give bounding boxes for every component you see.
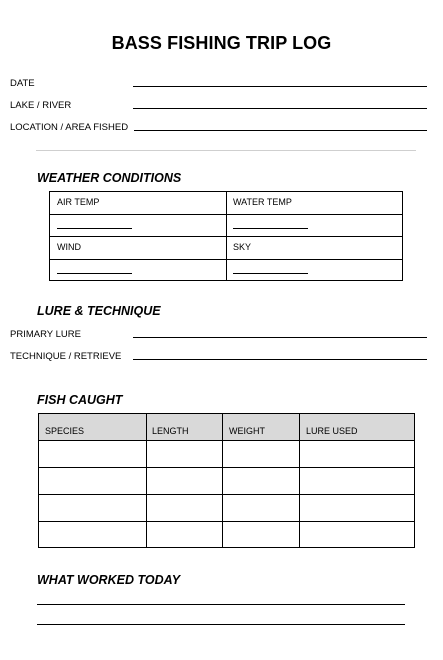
table-row bbox=[39, 467, 414, 468]
water-temp-field[interactable] bbox=[233, 228, 308, 229]
sky-field[interactable] bbox=[233, 273, 308, 274]
technique-label: TECHNIQUE / RETRIEVE bbox=[10, 351, 122, 362]
fish-table bbox=[38, 413, 415, 548]
weather-heading: WEATHER CONDITIONS bbox=[37, 171, 182, 185]
water-temp-label: WATER TEMP bbox=[233, 197, 292, 207]
fish-heading: FISH CAUGHT bbox=[37, 393, 123, 407]
column-divider bbox=[299, 414, 300, 547]
column-header-species: SPECIES bbox=[45, 426, 85, 436]
date-label: DATE bbox=[10, 78, 35, 89]
weather-row-divider bbox=[50, 214, 402, 215]
wind-field[interactable] bbox=[57, 273, 132, 274]
location-field[interactable] bbox=[134, 130, 427, 131]
table-row bbox=[39, 440, 414, 441]
weather-row-divider bbox=[50, 259, 402, 260]
column-divider bbox=[146, 414, 147, 547]
air-temp-field[interactable] bbox=[57, 228, 132, 229]
column-divider bbox=[222, 414, 223, 547]
notes-field[interactable] bbox=[37, 604, 405, 605]
location-label: LOCATION / AREA FISHED bbox=[10, 122, 129, 133]
date-field[interactable] bbox=[133, 86, 427, 87]
lure-heading: LURE & TECHNIQUE bbox=[37, 304, 161, 318]
primary-lure-field[interactable] bbox=[133, 337, 427, 338]
primary-lure-label: PRIMARY LURE bbox=[10, 329, 81, 340]
column-header-weight: WEIGHT bbox=[229, 426, 265, 436]
weather-row-divider bbox=[50, 236, 402, 237]
table-row bbox=[39, 521, 414, 522]
column-header-length: LENGTH bbox=[152, 426, 189, 436]
column-header-lure-used: LURE USED bbox=[306, 426, 358, 436]
weather-table bbox=[49, 191, 403, 281]
page-title: BASS FISHING TRIP LOG bbox=[111, 33, 332, 53]
section-divider bbox=[36, 150, 416, 151]
notes-field[interactable] bbox=[37, 624, 405, 625]
lake-river-field[interactable] bbox=[133, 108, 427, 109]
technique-field[interactable] bbox=[133, 359, 427, 360]
notes-heading: WHAT WORKED TODAY bbox=[37, 573, 181, 587]
wind-label: WIND bbox=[57, 242, 81, 252]
lake-river-label: LAKE / RIVER bbox=[10, 100, 72, 111]
air-temp-label: AIR TEMP bbox=[57, 197, 100, 207]
table-row bbox=[39, 494, 414, 495]
sky-label: SKY bbox=[233, 242, 252, 252]
